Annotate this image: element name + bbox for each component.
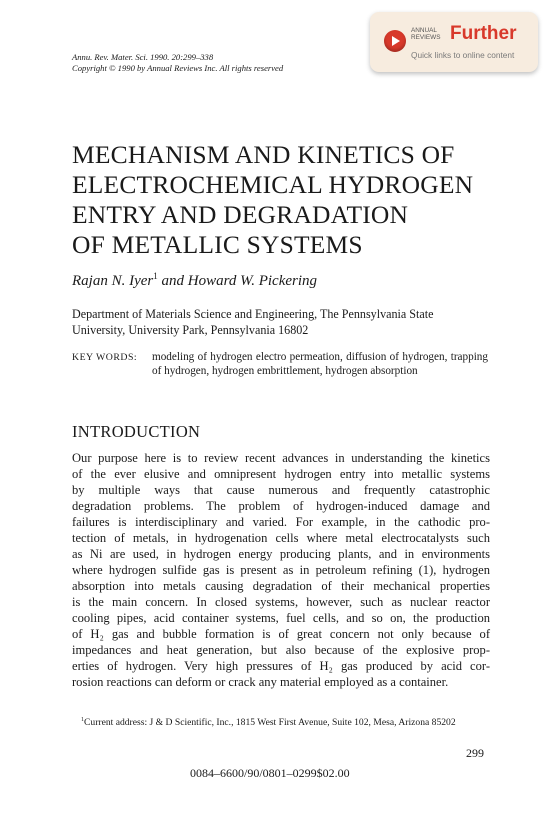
affiliation: Department of Materials Science and Engineering, The Pennsylvania State University, University Park, Pennsylvania 16802 xyxy=(72,307,434,337)
body-line: of the ever elusive and omnipresent hydrogen entry into metallic systems xyxy=(72,467,490,481)
article-title xyxy=(72,140,473,260)
journal-citation: Annu. Rev. Mater. Sci. 1990. 20:299–338 xyxy=(72,52,214,62)
badge-publisher-top: ANNUAL xyxy=(411,27,437,34)
body-line: where hydrogen sulfide gas is present as in petroleum refining (1), hydrogen xyxy=(72,563,490,577)
title-line: ENTRY AND DEGRADATION xyxy=(72,200,409,229)
footnote xyxy=(72,714,490,729)
keywords-text: modeling of hydrogen electro permeation, diffusion of hydrogen, trapping of hydrogen, hydrogen embrittlement, hydrogen absorption xyxy=(152,351,488,377)
body-line: by multiple ways that cause numerous and frequently catastrophic xyxy=(72,483,490,497)
title-line: OF METALLIC SYSTEMS xyxy=(72,230,363,259)
body-line: tection of metals, in hydrogenation cells where metal electrocatalysts such xyxy=(72,531,490,545)
title-line: ELECTROCHEMICAL HYDROGEN xyxy=(72,170,474,199)
body-line: as Ni are used, in hydrogen energy producing plants, and in environments xyxy=(72,547,490,561)
body-line: failures is interdisciplinary and varied. For example, in the cathodic pro- xyxy=(72,515,490,529)
body-line: cooling pipes, acid container systems, fuel cells, and so on, the production xyxy=(72,611,490,625)
body-line: is the main concern. In closed systems, however, such as nuclear reactor xyxy=(72,595,490,609)
author-second: and Howard W. Pickering xyxy=(161,273,318,289)
body-line: of H₂ gas and bubble formation is of great concern not only because of xyxy=(72,627,490,641)
author-footnote-mark: 1 xyxy=(153,271,158,281)
body-line: erties of hydrogen. Very high pressures of H₂ gas produced by acid cor- xyxy=(72,659,490,673)
title-line: MECHANISM AND KINETICS OF xyxy=(72,140,455,169)
article-code: 0084–6600/90/0801–0299$02.00 xyxy=(190,766,350,780)
page-number: 299 xyxy=(466,746,484,760)
body-line: Our purpose here is to review recent advances in understanding the kinetics xyxy=(72,451,490,465)
body-line: absorption into metals causing degradation of their mechanical properties xyxy=(72,579,490,593)
author-first: Rajan N. Iyer xyxy=(72,273,154,289)
badge-publisher xyxy=(411,27,445,41)
body-paragraph xyxy=(72,450,490,690)
footnote-text: Current address: J & D Scientific, Inc., 1815 West First Avenue, Suite 102, Mesa, Arizona 85202 xyxy=(84,717,456,729)
badge-title: Further xyxy=(450,23,517,44)
badge-subtitle: Quick links to online content xyxy=(411,50,515,60)
authors xyxy=(72,271,317,290)
body-line: degradation problems. The problem of hydrogen-induced damage and xyxy=(72,499,490,513)
journal-copyright: Copyright © 1990 by Annual Reviews Inc. All rights reserved xyxy=(72,63,284,73)
keywords-label: KEY WORDS: xyxy=(72,352,138,363)
body-line: rosion reactions can deform or crack any material employed as a container. xyxy=(72,675,449,689)
annual-reviews-logo-icon xyxy=(384,30,406,52)
journal-header xyxy=(72,52,283,74)
footnote-mark: 1 xyxy=(81,717,84,723)
further-badge[interactable] xyxy=(370,12,538,72)
badge-publisher-bottom: REVIEWS xyxy=(411,34,441,41)
body-line: impedances and heat generation, but also because of the explosive prop- xyxy=(72,643,490,657)
section-heading: INTRODUCTION xyxy=(72,422,201,441)
